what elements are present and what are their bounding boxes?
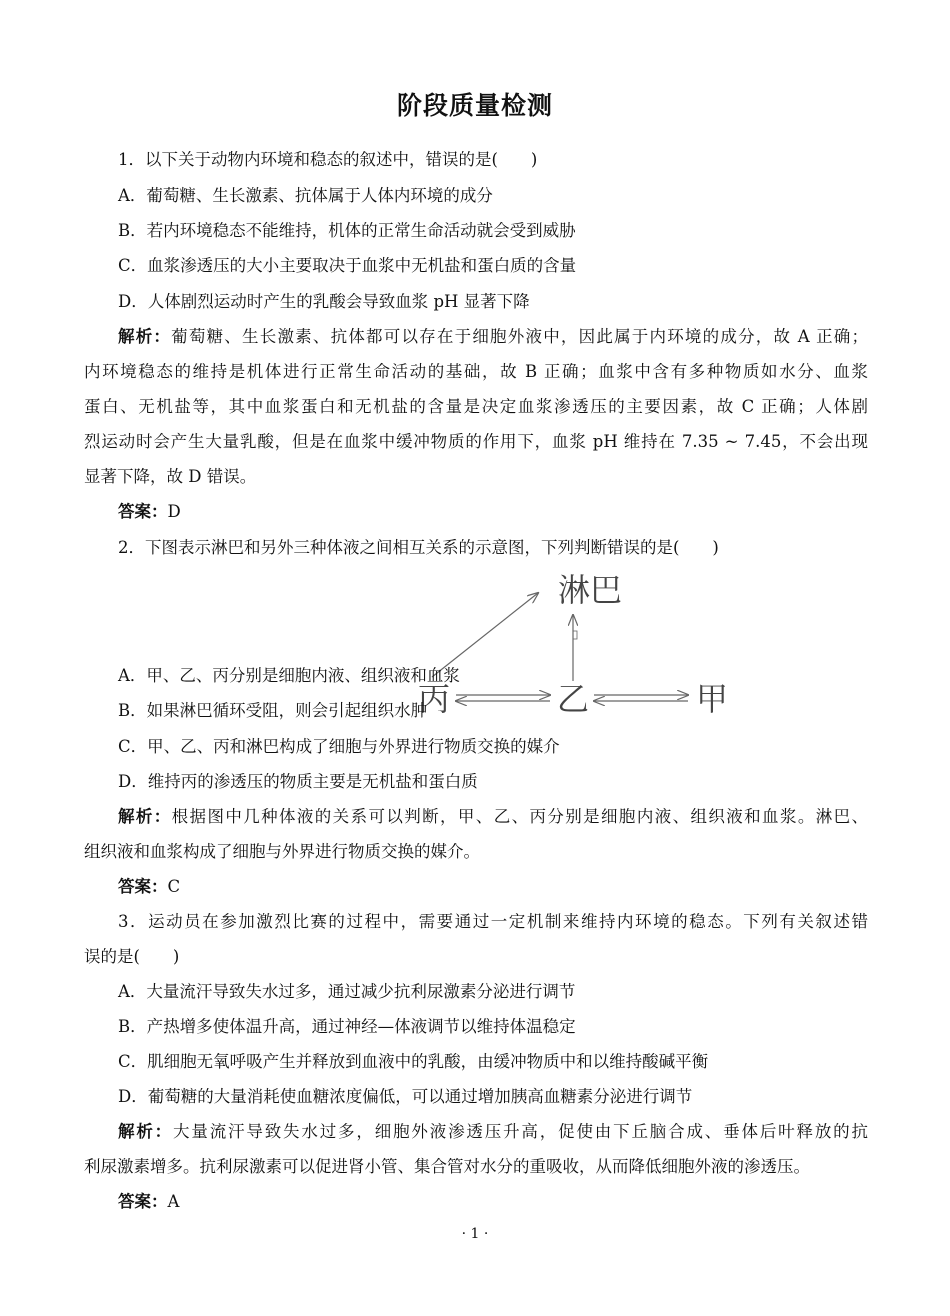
q3-option-c: C．肌细胞无氧呼吸产生并释放到血液中的乳酸，由缓冲物质中和以维持酸碱平衡	[118, 1052, 709, 1071]
q3-option-b: B．产热增多使体温升高，通过神经—体液调节以维持体温稳定	[118, 1017, 576, 1036]
q2-answer	[118, 877, 868, 897]
diagram-label-jia: 甲	[696, 680, 729, 718]
q3-stem-line: 误的是( )	[84, 947, 180, 966]
q1-analysis-line: 蛋白、无机盐等，其中血浆蛋白和无机盐的含量是决定血浆渗透压的主要因素，故 C 正确；人体剧	[84, 397, 868, 416]
q2-option-b: B．如果淋巴循环受阻，则会引起组织水肿	[118, 701, 428, 720]
q3-analysis-line: 利尿激素增多。抗利尿激素可以促进肾小管、集合管对水分的重吸收，从而降低细胞外液的渗透压。	[84, 1157, 810, 1176]
q3-option-a: A．大量流汗导致失水过多，通过减少抗利尿激素分泌进行调节	[118, 982, 576, 1001]
q1-analysis-label: 解析：	[118, 327, 172, 346]
q1-analysis-line: 显著下降，故 D 错误。	[84, 467, 257, 486]
q3-analysis-text: 大量流汗导致失水过多，细胞外液渗透压升高，促使由下丘脑合成、垂体后叶释放的抗	[173, 1122, 869, 1141]
q1-option-c: C．血浆渗透压的大小主要取决于血浆中无机盐和蛋白质的含量	[118, 256, 577, 275]
page-number: · 1 ·	[461, 1226, 489, 1242]
page-title: 阶段质量检测	[396, 91, 553, 120]
q1-analysis-text: 葡萄糖、生长激素、抗体都可以存在于细胞外液中，因此属于内环境的成分，故 A 正确；	[171, 327, 869, 346]
q3-option-d: D．葡萄糖的大量消耗使血糖浓度偏低，可以通过增加胰高血糖素分泌进行调节	[118, 1087, 693, 1106]
q1-answer	[118, 502, 868, 522]
q2-answer-value: C	[167, 877, 181, 896]
q1-option-b: B．若内环境稳态不能维持，机体的正常生命活动就会受到威胁	[118, 221, 576, 240]
q1-option-d: D．人体剧烈运动时产生的乳酸会导致血浆 pH 显著下降	[118, 292, 530, 311]
q2-option-d: D．维持丙的渗透压的物质主要是无机盐和蛋白质	[118, 772, 478, 791]
q3-analysis-line	[118, 1122, 868, 1142]
q1-option-a: A．葡萄糖、生长激素、抗体属于人体内环境的成分	[118, 186, 493, 205]
q2-stem: 2．下图表示淋巴和另外三种体液之间相互关系的示意图，下列判断错误的是( )	[118, 538, 719, 557]
q2-option-c: C．甲、乙、丙和淋巴构成了细胞与外界进行物质交换的媒介	[118, 737, 560, 756]
q2-analysis-label: 解析：	[118, 807, 172, 826]
q2-analysis-text: 根据图中几种体液的关系可以判断，甲、乙、丙分别是细胞内液、组织液和血浆。淋巴、	[171, 807, 869, 826]
q1-stem: 1．以下关于动物内环境和稳态的叙述中，错误的是( )	[118, 150, 538, 169]
q1-analysis-line	[118, 327, 868, 347]
diagram-label-bing: 丙	[418, 680, 451, 718]
q1-answer-label: 答案：	[118, 502, 168, 521]
q1-analysis-line: 烈运动时会产生大量乳酸，但是在血浆中缓冲物质的作用下，血浆 pH 维持在 7.35 ~ 7.45，不会出现	[84, 432, 868, 451]
q3-answer	[118, 1192, 868, 1212]
diagram-label-yi: 乙	[557, 680, 590, 718]
q3-stem-line: 3．运动员在参加激烈比赛的过程中，需要通过一定机制来维持内环境的稳态。下列有关叙述错	[118, 912, 868, 931]
arrow-bing-to-lymph	[432, 593, 538, 677]
q1-analysis-line: 内环境稳态的维持是机体进行正常生命活动的基础，故 B 正确；血浆中含有多种物质如水分、血浆	[84, 362, 868, 381]
q2-option-a: A．甲、乙、丙分别是细胞内液、组织液和血浆	[118, 666, 460, 685]
q3-answer-value: A	[167, 1192, 180, 1211]
q1-answer-value: D	[167, 502, 181, 521]
q2-answer-label: 答案：	[118, 877, 168, 896]
q3-answer-label: 答案：	[118, 1192, 168, 1211]
q3-analysis-label: 解析：	[118, 1122, 174, 1141]
q2-analysis-line	[118, 807, 868, 827]
diagram-label-lymph: 淋巴	[558, 571, 623, 609]
q2-analysis-line: 组织液和血浆构成了细胞与外界进行物质交换的媒介。	[84, 842, 480, 861]
